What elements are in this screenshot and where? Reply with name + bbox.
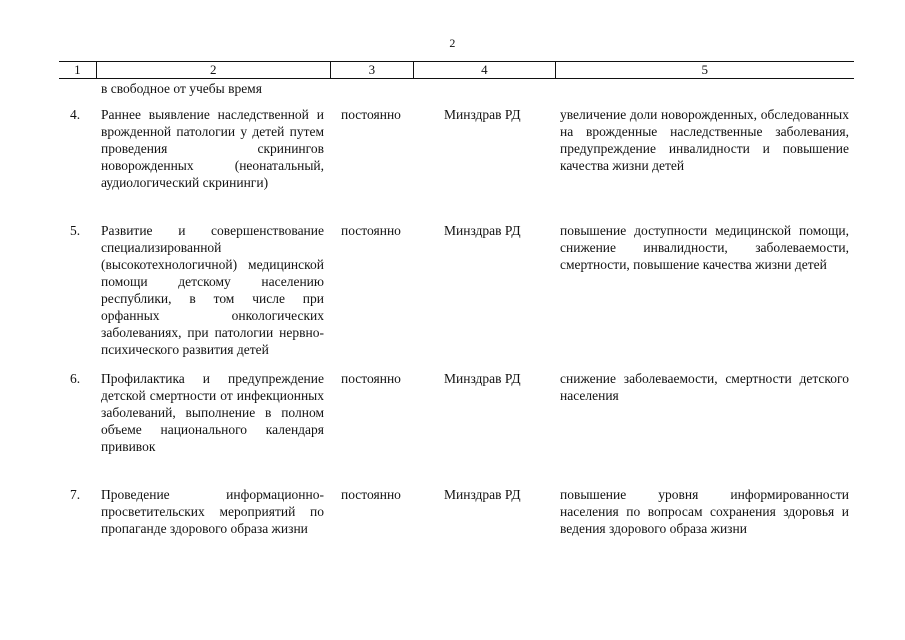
row-description: Профилактика и предупреждение детской смертности от инфекционных заболеваний, выполнение в полном объеме национального календаря прививок	[101, 371, 324, 454]
continuation-text: в свободное от учебы время	[101, 81, 262, 96]
table-header-row	[59, 61, 854, 79]
header-col-4: 4	[413, 62, 554, 78]
header-col-3: 3	[330, 62, 414, 78]
header-col-1: 1	[74, 62, 81, 77]
row-term: постоянно	[341, 371, 401, 386]
header-col-5: 5	[555, 62, 854, 78]
row-description: Развитие и совершенствование специализированной (высокотехнологичной) медицинской помощи детскому населению республики, в том числе при орфанных онкологических заболеваниях, при патологии нервно-психического развития детей	[101, 223, 324, 357]
row-outcome: повышение доступности медицинской помощи, снижение инвалидности, заболеваемости, смертности, повышение качества жизни детей	[560, 223, 849, 272]
row-responsible: Минздрав РД	[444, 107, 521, 122]
row-outcome: увеличение доли новорожденных, обследованных на врожденные наследственные заболевания, предупреждение инвалидности и повышение качества жизни детей	[560, 107, 849, 173]
header-col-2: 2	[96, 62, 330, 78]
row-number: 4.	[70, 107, 81, 122]
row-responsible: Минздрав РД	[444, 223, 521, 238]
row-description: Проведение информационно-просветительских мероприятий по пропаганде здорового образа жизни	[101, 487, 324, 536]
row-number: 7.	[70, 487, 81, 502]
row-outcome: снижение заболеваемости, смертности детского населения	[560, 371, 849, 403]
row-term: постоянно	[341, 107, 401, 122]
row-description: Раннее выявление наследственной и врожденной патологии у детей путем проведения скринингов новорожденных (неонатальный, аудиологический скрининги)	[101, 107, 324, 190]
page-number: 2	[449, 36, 456, 50]
row-outcome: повышение уровня информированности населения по вопросам сохранения здоровья и ведения здорового образа жизни	[560, 487, 849, 536]
row-number: 5.	[70, 223, 81, 238]
row-responsible: Минздрав РД	[444, 487, 521, 502]
row-term: постоянно	[341, 487, 401, 502]
row-term: постоянно	[341, 223, 401, 238]
row-responsible: Минздрав РД	[444, 371, 521, 386]
row-number: 6.	[70, 371, 81, 386]
